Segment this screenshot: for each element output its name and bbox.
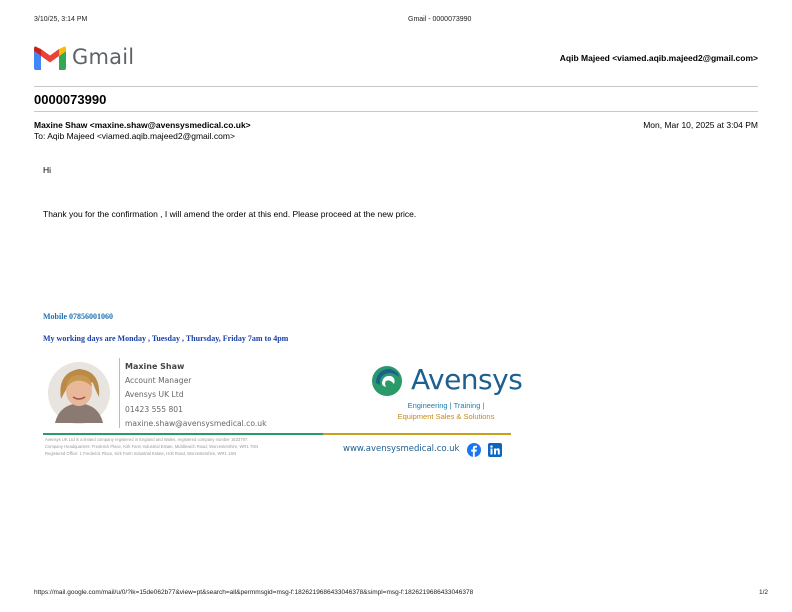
legal-line-2: Company Headquarters: Frederick Place, Kirk Farm Industrial Estate, Middlewich Road, Worcestershire, WR1 7SN (45, 444, 259, 449)
account-label: Aqib Majeed <viamed.aqib.majeed2@gmail.com> (559, 53, 758, 63)
email-from (34, 120, 251, 130)
print-page-number: 1/2 (758, 589, 768, 596)
legal-line-1: Avensys UK Ltd is a limited company registered in England and Wales, registered company number 1633797. (45, 437, 249, 442)
header-divider (34, 86, 758, 87)
email-subject: 0000073990 (34, 92, 107, 107)
tagline-equipment: Equipment Sales & Solutions (397, 412, 495, 421)
sender: Maxine Shaw <maxine.shaw@avensysmedical.co.uk> (34, 120, 251, 130)
website-link[interactable]: www.avensysmedical.co.uk (343, 444, 460, 454)
signature-phone: 01423 555 801 (125, 405, 183, 414)
gmail-logo (34, 44, 164, 72)
gmail-wordmark: Gmail (72, 45, 135, 69)
email-signature (43, 356, 523, 460)
email-message: Thank you for the confirmation , I will amend the order at this end. Please proceed at the new price. (43, 209, 417, 219)
email-date: Mon, Mar 10, 2025 at 3:04 PM (643, 120, 758, 130)
mobile-number: Mobile 07856001060 (43, 312, 113, 321)
signature-company: Avensys UK Ltd (125, 390, 184, 399)
signature-rule-green (43, 433, 323, 435)
gmail-m-icon (34, 46, 66, 70)
signature-name: Maxine Shaw (125, 362, 185, 371)
email-to: To: Aqib Majeed <viamed.aqib.majeed2@gmail.com> (34, 131, 235, 141)
signature-divider (119, 358, 120, 428)
print-datetime: 3/10/25, 3:14 PM (34, 16, 88, 23)
avensys-logo-icon (370, 365, 404, 397)
avensys-wordmark: Avensys (411, 363, 523, 396)
linkedin-icon[interactable] (488, 443, 502, 457)
tagline-engineering: Engineering | Training | (407, 401, 485, 410)
email-greeting: Hi (43, 165, 52, 175)
signature-rule-gold (323, 433, 511, 435)
signature-role: Account Manager (125, 376, 192, 385)
working-days: My working days are Monday , Tuesday , Thursday, Friday 7am to 4pm (43, 334, 289, 343)
signature-email: maxine.shaw@avensysmedical.co.uk (125, 419, 267, 428)
print-url: https://mail.google.com/mail/u/0/?ik=15de062b77&view=pt&search=all&permmsgid=msg-f:1826219686433046378&simpl=msg-f:1826219686433046378 (34, 589, 474, 596)
avatar (47, 359, 111, 427)
facebook-icon[interactable] (467, 443, 481, 457)
legal-line-3: Registered Office: 1 Frederick Place, Kirk Farm Industrial Estate, Holt Road, Worcestershire, WR1 1SN (45, 451, 237, 456)
subject-divider (34, 111, 758, 112)
print-title: Gmail - 0000073990 (408, 16, 472, 23)
